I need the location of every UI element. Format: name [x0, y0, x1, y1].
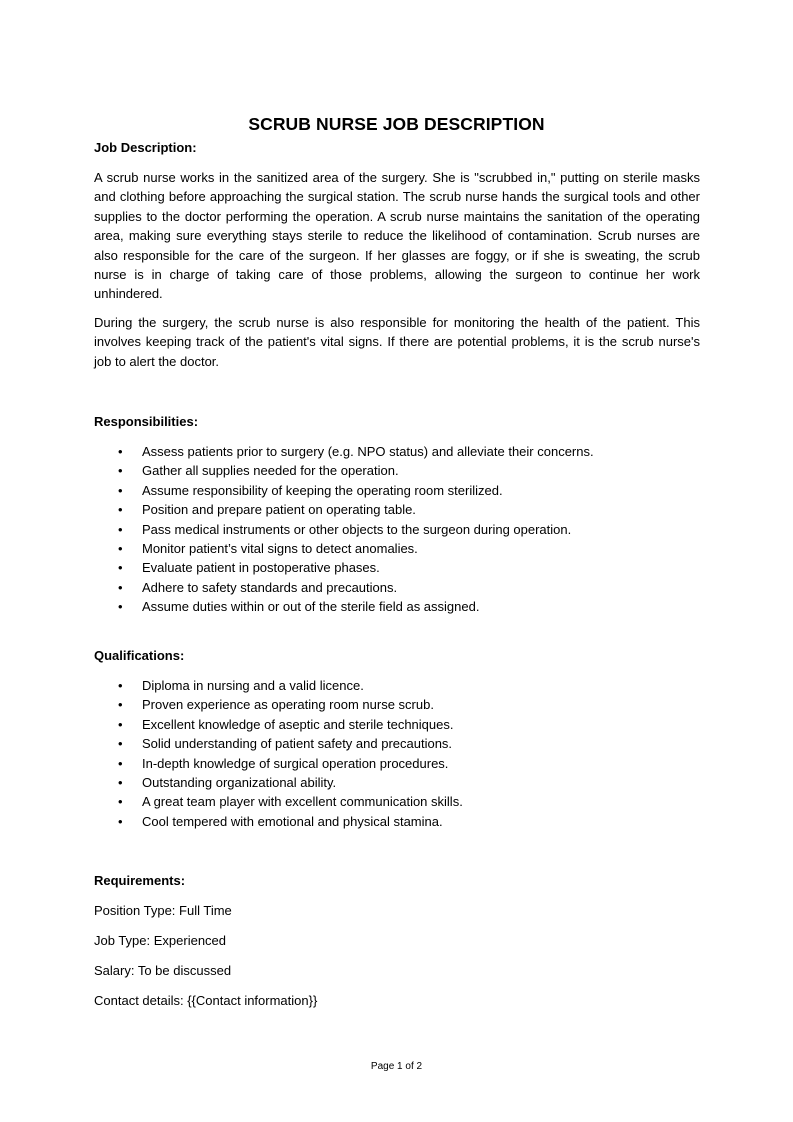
- list-item-text: Cool tempered with emotional and physical stamina.: [142, 813, 443, 829]
- list-item-text: Assume responsibility of keeping the operating room sterilized.: [142, 482, 503, 498]
- list-item: [94, 558, 714, 577]
- requirements-heading: Requirements:: [94, 873, 186, 888]
- list-item: [94, 734, 714, 753]
- list-item: [94, 442, 714, 461]
- list-item-text: Solid understanding of patient safety and precautions.: [142, 736, 453, 752]
- job-description-paragraph-2: During the surgery, the scrub nurse is also responsible for monitoring the health of the patient. This involves keeping track of the patient's vital signs. If there are potential problems, it is the scrub nurse's job to alert the doctor.: [94, 315, 700, 369]
- list-item-text: Monitor patient’s vital signs to detect anomalies.: [142, 540, 418, 556]
- list-item-text: Excellent knowledge of aseptic and sterile techniques.: [142, 716, 454, 732]
- list-item-text: Proven experience as operating room nurse scrub.: [142, 697, 434, 713]
- list-item: [94, 461, 714, 480]
- list-item: [94, 792, 714, 811]
- job-description-paragraph-1: A scrub nurse works in the sanitized area of the surgery. She is "scrubbed in," putting on sterile masks and clothing before approaching the surgical station. The scrub nurse hands the surgical tools and other supplies to the doctor performing the operation. A scrub nurse maintains the sanitation of the operating area, making sure everything stays sterile to reduce the likelihood of contamination. Scrub nurses are also responsible for the care of the surgeon. If her glasses are foggy, or if she is sweating, the scrub nurse is in charge of taking care of those problems, allowing the surgeon to continue her work unhindered.: [94, 170, 700, 302]
- list-item: [94, 754, 714, 773]
- list-item: [94, 715, 714, 734]
- bullet-icon: •: [118, 736, 123, 752]
- list-item: [94, 578, 714, 597]
- job-description-heading: Job Description:: [94, 140, 197, 155]
- bullet-icon: •: [118, 463, 123, 479]
- list-item: [94, 773, 714, 792]
- list-item-text: Outstanding organizational ability.: [142, 774, 337, 790]
- list-item: [94, 597, 714, 616]
- bullet-icon: •: [118, 697, 123, 713]
- bullet-icon: •: [118, 444, 123, 459]
- page-title: SCRUB NURSE JOB DESCRIPTION: [248, 114, 545, 134]
- list-item: [94, 676, 714, 695]
- salary: Salary: To be discussed: [94, 963, 232, 978]
- bullet-icon: •: [118, 599, 123, 615]
- contact-details: Contact details: {{Contact information}}: [94, 993, 318, 1008]
- bullet-icon: •: [118, 482, 123, 498]
- list-item: [94, 520, 714, 539]
- bullet-icon: •: [118, 813, 123, 829]
- list-item: [94, 500, 714, 519]
- qualifications-heading: Qualifications:: [94, 648, 185, 663]
- bullet-icon: •: [118, 755, 123, 771]
- bullet-icon: •: [118, 678, 123, 693]
- list-item: [94, 481, 714, 500]
- bullet-icon: •: [118, 579, 123, 595]
- bullet-icon: •: [118, 774, 123, 790]
- list-item-text: A great team player with excellent communication skills.: [142, 794, 463, 810]
- list-item: [94, 539, 714, 558]
- list-item: [94, 812, 714, 831]
- job-type: Job Type: Experienced: [94, 933, 227, 948]
- bullet-icon: •: [118, 716, 123, 732]
- list-item-text: Assess patients prior to surgery (e.g. NPO status) and alleviate their concerns.: [142, 444, 594, 459]
- bullet-icon: •: [118, 502, 123, 518]
- bullet-icon: •: [118, 521, 123, 537]
- list-item: [94, 695, 714, 714]
- bullet-icon: •: [118, 560, 123, 576]
- list-item-text: Position and prepare patient on operating table.: [142, 502, 416, 518]
- list-item-text: Evaluate patient in postoperative phases.: [142, 560, 380, 576]
- list-item-text: Adhere to safety standards and precautions.: [142, 579, 398, 595]
- list-item-text: Diploma in nursing and a valid licence.: [142, 678, 364, 693]
- bullet-icon: •: [118, 794, 123, 810]
- list-item-text: In-depth knowledge of surgical operation procedures.: [142, 755, 449, 771]
- position-type: Position Type: Full Time: [94, 903, 232, 918]
- bullet-icon: •: [118, 540, 123, 556]
- list-item-text: Assume duties within or out of the sterile field as assigned.: [142, 599, 480, 615]
- list-item-text: Pass medical instruments or other objects to the surgeon during operation.: [142, 521, 572, 537]
- responsibilities-heading: Responsibilities:: [94, 414, 199, 429]
- responsibilities-list: [94, 442, 714, 617]
- page-number: Page 1 of 2: [370, 1061, 423, 1072]
- qualifications-list: [94, 676, 714, 831]
- list-item-text: Gather all supplies needed for the operation.: [142, 463, 399, 479]
